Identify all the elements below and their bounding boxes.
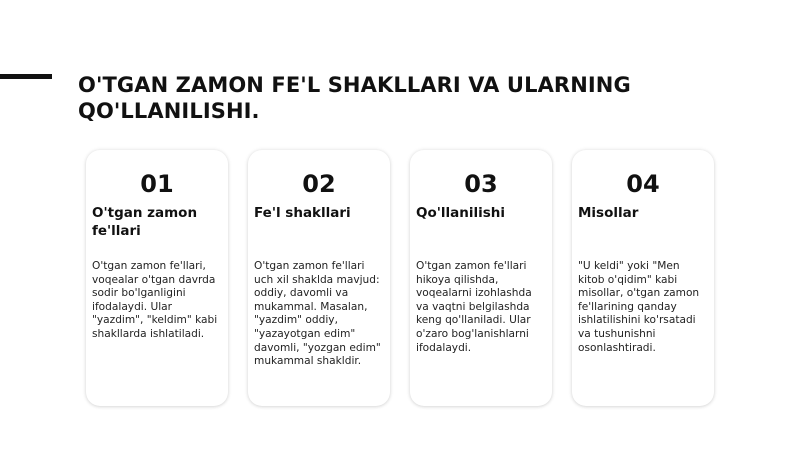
card-heading: O'tgan zamon fe'llari: [92, 205, 198, 239]
card-number: 02: [302, 170, 336, 198]
card-number: 04: [626, 170, 660, 198]
slide-title: O'TGAN ZAMON FE'L SHAKLLARI VA ULARNING QO'LLANILISHI.: [78, 73, 631, 123]
card-number: 03: [464, 170, 498, 198]
card-3: [410, 150, 552, 406]
card-heading: Qo'llanilishi: [416, 205, 506, 221]
card-body: "U keldi" yoki "Men kitob o'qidim" kabi misollar, o'tgan zamon fe'llarining qanday ishlatilishini ko'rsatadi va tushunishni osonlashtiradi.: [578, 260, 700, 354]
card-body: O'tgan zamon fe'llari, voqealar o'tgan davrda sodir bo'lganligini ifodalaydi. Ular "yazdim", "keldim" kabi shakllarda ishlatiladi.: [92, 260, 218, 340]
card-1: [86, 150, 228, 406]
card-number: 01: [140, 170, 174, 198]
card-heading: Misollar: [578, 205, 639, 221]
card-body: O'tgan zamon fe'llari hikoya qilishda, voqealarni izohlashda va vaqtni belgilashda keng qo'llaniladi. Ular o'zaro bog'lanishlarni ifodalaydi.: [416, 260, 532, 354]
title-accent-bar: [0, 74, 52, 79]
card-4: [572, 150, 714, 406]
card-body: O'tgan zamon fe'llari uch xil shaklda mavjud: oddiy, davomli va mukammal. Masalan, "yazdim" oddiy, "yazayotgan edim" davomli, "yozgan edim" mukammal shakldir.: [254, 260, 381, 368]
card-2: [248, 150, 390, 406]
card-heading: Fe'l shakllari: [254, 205, 351, 221]
